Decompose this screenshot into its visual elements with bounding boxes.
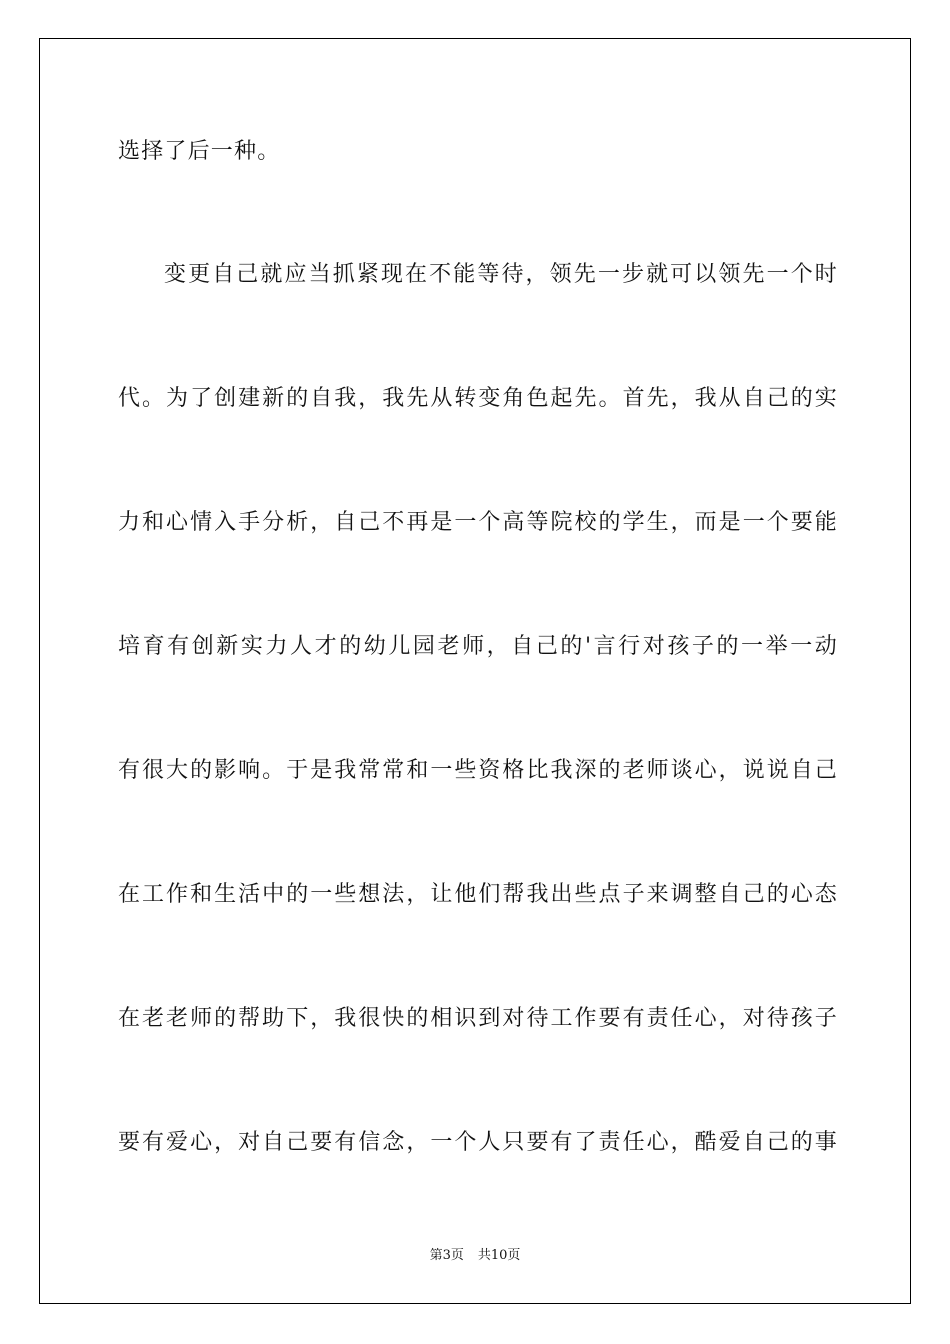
text-line-6: 有很大的影响。于是我常常和一些资格比我深的老师谈心，说说自己: [118, 758, 838, 783]
text-line-9: 要有爱心，对自己要有信念，一个人只要有了责任心，酷爱自己的事: [118, 1130, 838, 1155]
text-line-1: 选择了后一种。: [118, 139, 281, 164]
text-line-8: 在老老师的帮助下，我很快的相识到对待工作要有责任心，对待孩子: [118, 1006, 838, 1031]
page-footer: [0, 1246, 950, 1266]
text-line-3: 代。为了创建新的自我，我先从转变角色起先。首先，我从自己的实: [118, 386, 838, 411]
page-border: [39, 38, 911, 1304]
page-number: 第3页: [429, 1248, 464, 1263]
text-line-2: 变更自己就应当抓紧现在不能等待，领先一步就可以领先一个时: [164, 262, 838, 287]
text-line-7: 在工作和生活中的一些想法，让他们帮我出些点子来调整自己的心态: [118, 882, 838, 907]
total-pages: 共10页: [477, 1248, 521, 1263]
text-line-5: 培育有创新实力人才的幼儿园老师，自己的'言行对孩子的一举一动: [118, 634, 838, 659]
text-line-4: 力和心情入手分析，自己不再是一个高等院校的学生，而是一个要能: [118, 510, 838, 535]
